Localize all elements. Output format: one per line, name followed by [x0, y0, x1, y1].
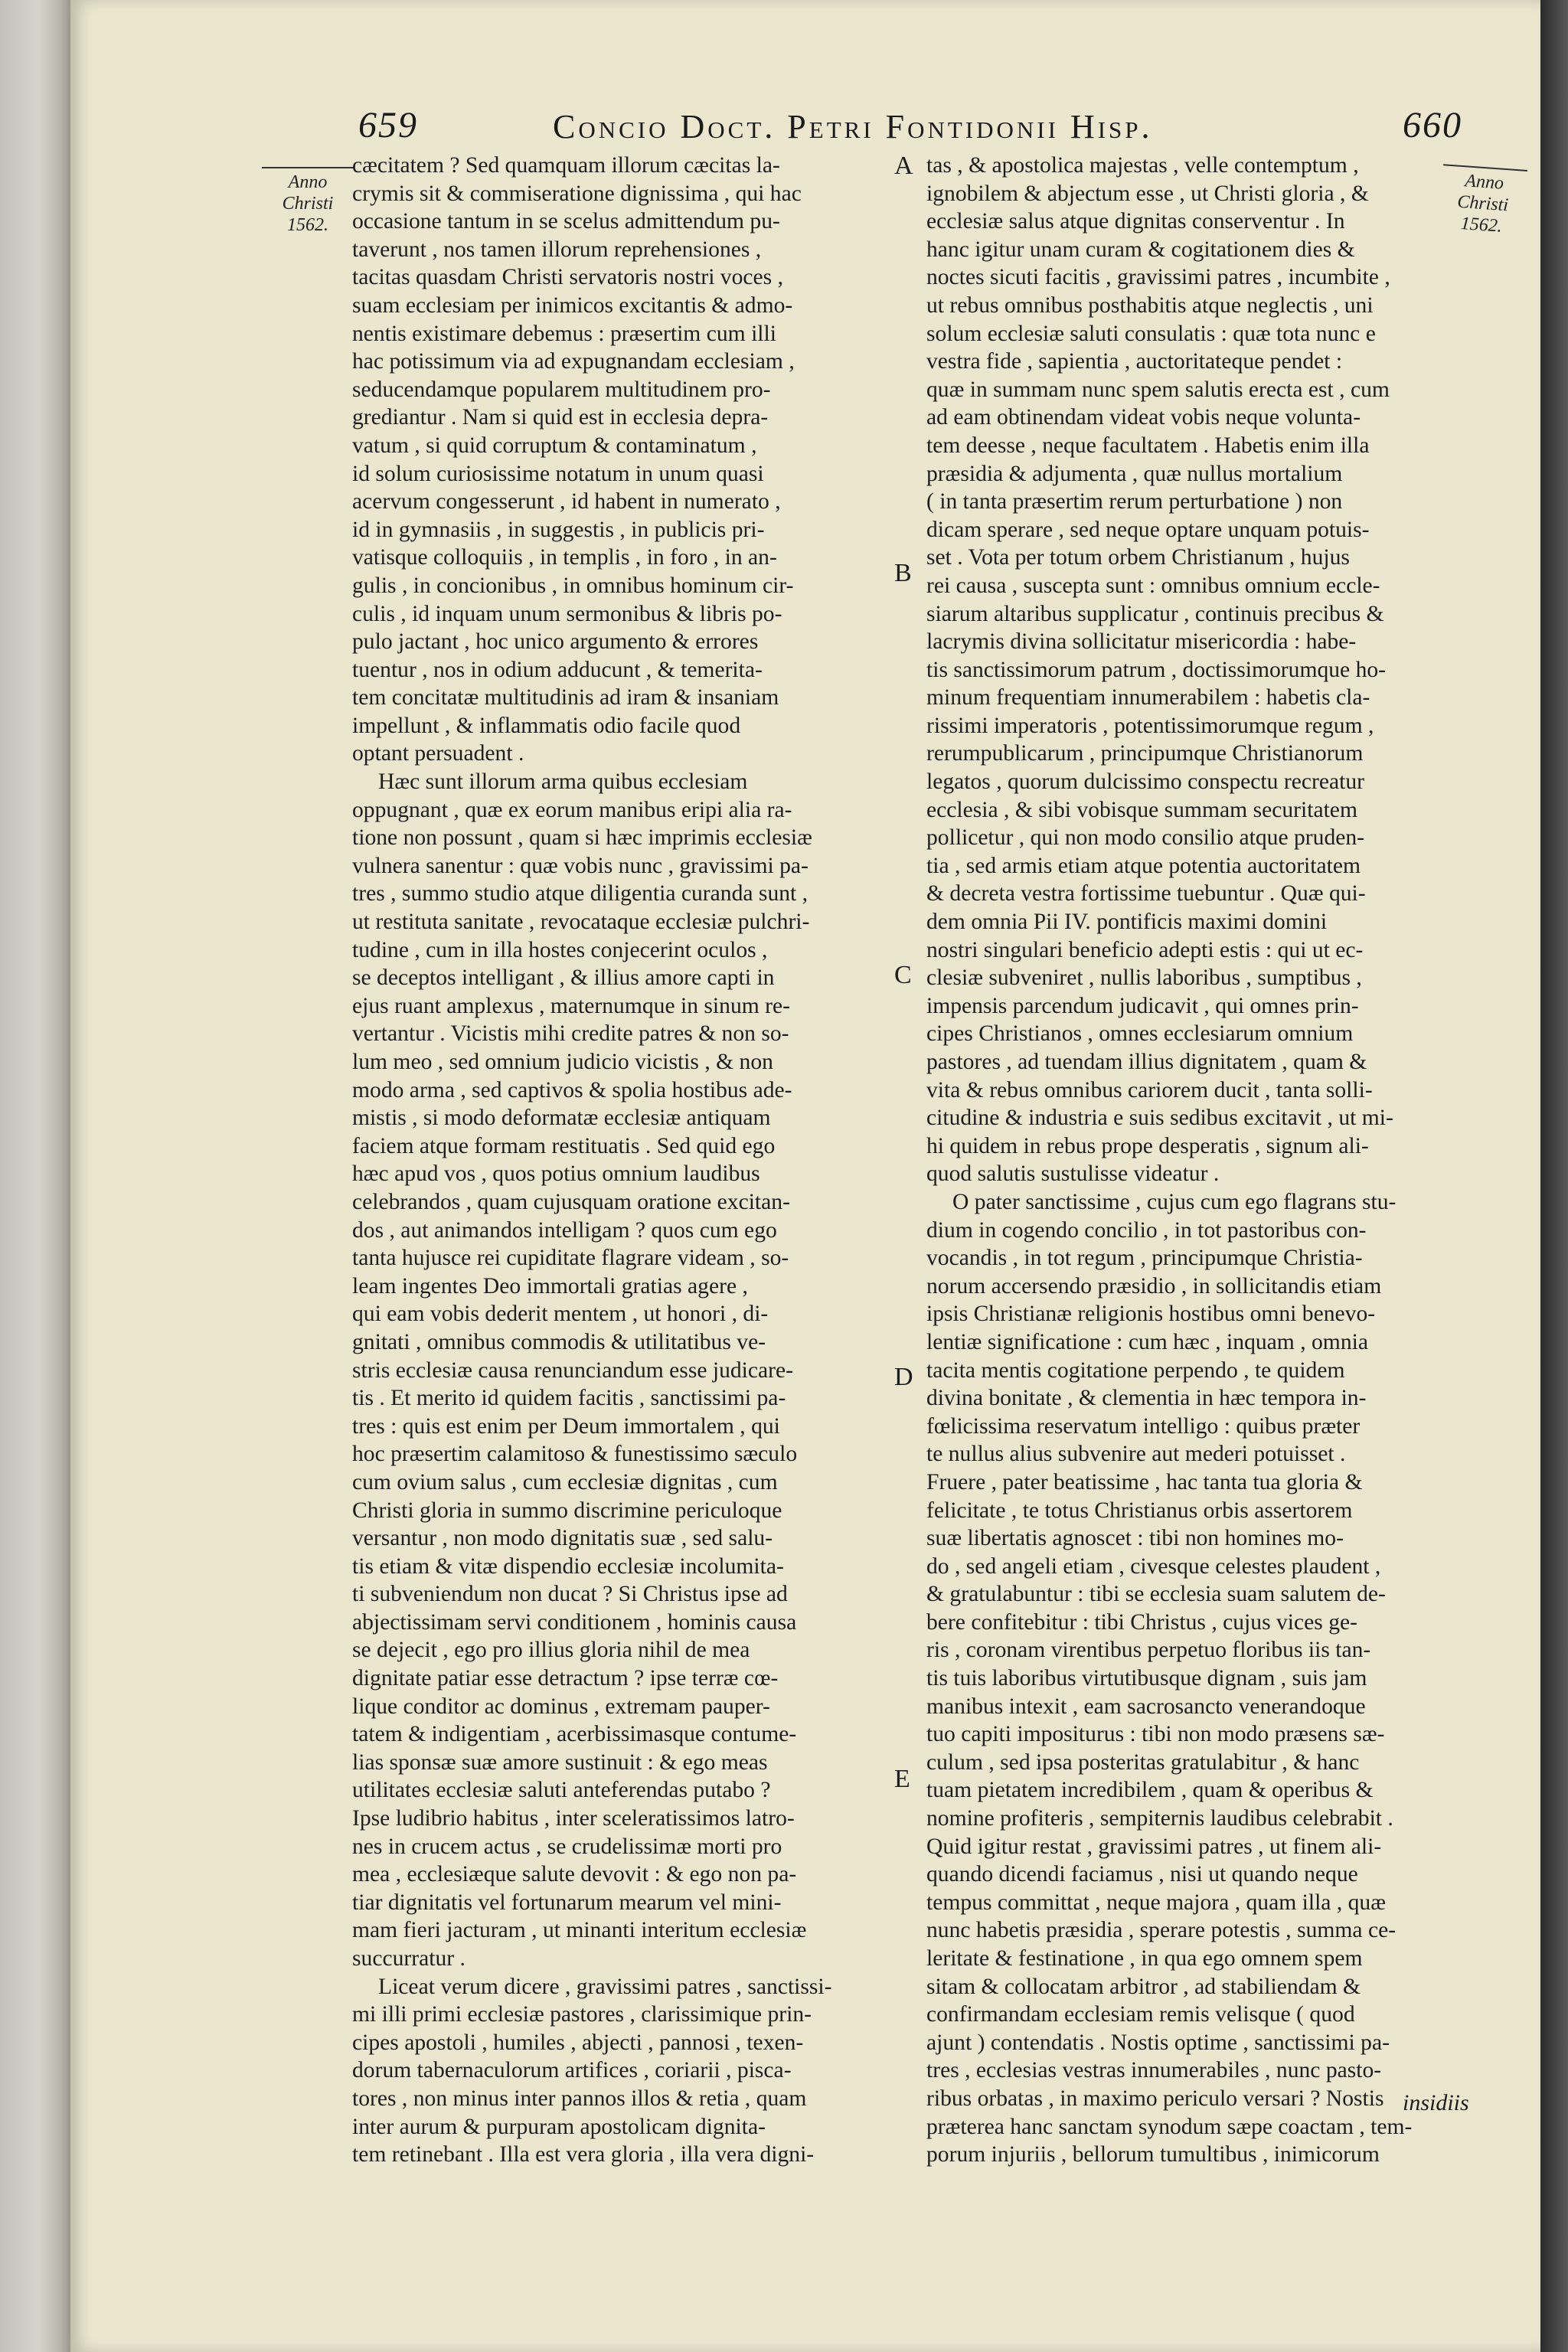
text-line: hac potissimum via ad expugnandam ecclesiam ,: [352, 349, 795, 374]
text-line: bere confitebitur : tibi Christus , cujus vices ge-: [926, 1609, 1357, 1635]
text-line: divina bonitate , & clementia in hæc tempora in-: [926, 1386, 1367, 1411]
text-line: taverunt , nos tamen illorum reprehensiones ,: [352, 237, 762, 262]
text-line: solum ecclesiæ saluti consulatis : quæ tota nunc e: [926, 321, 1376, 346]
text-line: ignobilem & abjectum esse , ut Christi gloria , &: [926, 181, 1369, 206]
text-line: id in gymnasiis , in suggestis , in publicis pri-: [352, 517, 765, 542]
text-line: ad eam obtinendam videat vobis neque volunta-: [926, 405, 1361, 430]
text-line: tia , sed armis etiam atque potentia auctoritatem: [926, 853, 1361, 878]
text-line: tas , & apostolica majestas , velle contemptum ,: [926, 153, 1359, 178]
text-line: tis . Et merito id quidem facitis , sanctissimi pa-: [352, 1386, 786, 1411]
text-line: manibus intexit , eam sacrosancto venerandoque: [926, 1694, 1366, 1719]
text-line: rerumpublicarum , principumque Christianorum: [926, 741, 1364, 766]
text-line: hæc apud vos , quos potius omnium laudibus: [352, 1161, 760, 1187]
text-line: leritate & festinatione , in qua ego omnem spem: [926, 1946, 1363, 1971]
text-line: stris ecclesiæ causa renunciandum esse judicare-: [352, 1357, 794, 1383]
text-line: dicam sperare , sed neque optare unquam potuis-: [926, 517, 1370, 542]
text-line: mi illi primi ecclesiæ pastores , clarissimique prin-: [352, 2002, 812, 2027]
text-line: tores , non minus inter pannos illos & retia , quam: [352, 2086, 807, 2111]
text-line: & gratulabuntur : tibi se ecclesia suam salutem de-: [926, 1582, 1386, 1607]
text-line: gnitati , omnibus commodis & utilitatibus ve-: [352, 1329, 766, 1354]
text-line: norum accersendo præsidio , in sollicitandis etiam: [926, 1273, 1382, 1298]
text-line: tuo capiti impositurus : tibi non modo præsens sæ-: [926, 1722, 1385, 1747]
text-line: utilitates ecclesiæ saluti anteferendas putabo ?: [352, 1778, 771, 1803]
catchword: insidiis: [1403, 2090, 1469, 2115]
section-letter-c: C: [894, 961, 912, 989]
text-line: ribus orbatas , in maximo periculo versari ? Nostis: [926, 2086, 1384, 2111]
text-line: seducendamque popularem multitudinem pro-: [352, 377, 771, 402]
text-line: pastores , ad tuendam illius dignitatem , quam &: [926, 1050, 1367, 1074]
text-line: vestra fide , sapientia , auctoritateque pendet :: [926, 349, 1343, 374]
text-line: impellunt , & inflammatis odio facile quod: [352, 713, 741, 738]
text-line: impensis parcendum judicavit , qui omnes prin-: [926, 993, 1359, 1018]
text-line: quæ in summam nunc spem salutis erecta est , cum: [926, 377, 1390, 402]
text-line: vita & rebus omnibus cariorem ducit , tanta solli-: [926, 1077, 1373, 1102]
text-line: abjectissimam servi conditionem , hominis causa: [352, 1609, 797, 1635]
text-line: tacita mentis cogitatione perpendo , te quidem: [926, 1357, 1345, 1383]
text-line: præsidia & adjumenta , quæ nullus mortalium: [926, 461, 1343, 486]
text-line: siarum altaribus supplicatur , continuis precibus &: [926, 601, 1384, 626]
text-line: modo arma , sed captivos & spolia hostibus ade-: [352, 1077, 792, 1102]
text-line: cipes Christianos , omnes ecclesiarum omnium: [926, 1021, 1354, 1047]
text-line: tres : quis est enim per Deum immortalem , qui: [352, 1413, 780, 1439]
text-line: se dejecit , ego pro illius gloria nihil de mea: [352, 1638, 750, 1663]
text-line: dium in cogendo concilio , in tot pastoribus con-: [926, 1217, 1367, 1243]
text-line: porum injuriis , bellorum tumultibus , inimicorum: [926, 2142, 1380, 2167]
text-line: quod salutis sustulisse videatur .: [926, 1161, 1220, 1187]
text-line: felicitate , te totus Christianus orbis assertorem: [926, 1498, 1353, 1523]
text-line: tuentur , nos in odium adducunt , & temerita-: [352, 657, 763, 682]
text-line: ris , coronam virentibus perpetuo floribus iis tan-: [926, 1638, 1371, 1663]
page-number-left: 659: [358, 105, 418, 145]
text-line: O pater sanctissime , cujus cum ego flagrans stu-: [952, 1189, 1396, 1214]
text-line: dignitate patiar esse detractum ? ipse terræ cœ-: [352, 1666, 779, 1691]
margin-note-right: Anno Christi 1562.: [1439, 164, 1527, 238]
text-line: qui eam vobis dederit mentem , ut honori , di-: [352, 1302, 769, 1327]
text-line: hi quidem in rebus prope desperatis , signum ali-: [926, 1133, 1369, 1158]
text-line: lum meo , sed omnium judicio vicistis , & non: [352, 1050, 773, 1074]
text-line: cæcitatem ? Sed quamquam illorum cæcitas la-: [352, 153, 780, 178]
text-line: ejus ruant amplexus , maternumque in sinum re-: [352, 993, 791, 1018]
text-line: tudine , cum in illa hostes conjecerint oculos ,: [352, 937, 768, 962]
text-line: mam fieri jacturam , ut minanti interitum ecclesiæ: [352, 1918, 807, 1943]
text-line: confirmandam ecclesiam remis velisque ( quod: [926, 2002, 1355, 2027]
text-line: lias sponsæ suæ amore sustinuit : & ego meas: [352, 1749, 768, 1775]
section-letter-a: A: [894, 152, 913, 180]
text-line: cipes apostoli , humiles , abjecti , pannosi , texen-: [352, 2030, 804, 2055]
text-line: hanc igitur unam curam & cogitationem dies &: [926, 237, 1355, 262]
text-line: tacitas quasdam Christi servatoris nostri voces ,: [352, 265, 783, 290]
text-line: sitam & collocatam arbitror , ad stabiliendam &: [926, 1974, 1361, 1999]
text-line: mea , ecclesiæque salute devovit : & ego non pa-: [352, 1862, 797, 1887]
text-line: dem omnia Pii IV. pontificis maximi domini: [926, 910, 1328, 935]
text-line: ut restituta sanitate , revocataque ecclesiæ pulchri-: [352, 910, 810, 935]
text-line: acervum congesserunt , id habent in numerato ,: [352, 489, 781, 514]
text-line: tis etiam & vitæ dispendio ecclesiæ incolumita-: [352, 1553, 784, 1579]
text-line: mistis , si modo deformatæ ecclesiæ antiquam: [352, 1106, 771, 1131]
text-line: inter aurum & purpuram apostolicam dignita-: [352, 2114, 766, 2139]
text-line: tatem & indigentiam , acerbissimasque contume-: [352, 1722, 797, 1747]
text-line: noctes sicuti facitis , gravissimi patres , incumbite ,: [926, 265, 1390, 290]
text-line: tres , summo studio atque diligentia curanda sunt ,: [352, 881, 808, 906]
text-line: nomine profiteris , sempiternis laudibus celebrabit .: [926, 1806, 1393, 1831]
text-line: te nullus alius subvenire aut mederi potuisset .: [926, 1442, 1346, 1467]
right-background-edge: [1540, 0, 1568, 2352]
text-line: leam ingentes Deo immortali gratias agere ,: [352, 1273, 748, 1298]
running-title: Concio Doct. Petri Fontidonii Hisp.: [553, 108, 1153, 145]
text-line: culis , id inquam unum sermonibus & libris po-: [352, 601, 782, 626]
page-header: [70, 92, 1540, 153]
text-line: nostri singulari beneficio adepti estis : qui ut ec-: [926, 937, 1364, 962]
text-line: fœlicissima reservatum intelligo : quibus præter: [926, 1413, 1361, 1439]
text-line: set . Vota per totum orbem Christianum , hujus: [926, 545, 1350, 570]
text-line: tanta hujusce rei cupiditate flagrare videam , so-: [352, 1246, 789, 1271]
text-line: vatum , si quid corruptum & contaminatum ,: [352, 433, 757, 458]
text-line: lentiæ significatione : cum hæc , inquam , omnia: [926, 1329, 1368, 1354]
text-line: suam ecclesiam per inimicos excitantis & admo-: [352, 292, 793, 318]
text-line: do , sed angeli etiam , civesque celestes plaudent ,: [926, 1553, 1381, 1579]
text-line: tione non possunt , quam si hæc imprimis ecclesiæ: [352, 825, 812, 851]
text-line: ti subveniendum non ducat ? Si Christus ipse ad: [352, 1582, 788, 1607]
section-letter-e: E: [894, 1765, 910, 1793]
text-line: crymis sit & commiseratione dignissima , qui hac: [352, 181, 802, 206]
text-line: pulo jactant , hoc unico argumento & errores: [352, 629, 759, 655]
text-line: tis sanctissimorum patrum , doctissimorumque ho-: [926, 657, 1387, 682]
text-line: tuam pietatem incredibilem , quam & operibus &: [926, 1778, 1374, 1803]
text-line: Christi gloria in summo discrimine periculoque: [352, 1498, 782, 1523]
text-line: ( in tanta præsertim rerum perturbatione ) non: [926, 489, 1343, 514]
text-line: optant persuadent .: [352, 741, 524, 766]
text-line: quando dicendi faciamus , nisi ut quando neque: [926, 1862, 1358, 1887]
text-line: minum frequentiam innumerabilem : habetis cla-: [926, 685, 1370, 710]
text-line: suæ libertatis agnoscet : tibi non homines mo-: [926, 1526, 1344, 1551]
text-line: celebrandos , quam cujusquam oratione excitan-: [352, 1189, 790, 1214]
text-line: id solum curiosissime notatum in unum quasi: [352, 461, 764, 486]
text-line: tiar dignitatis vel fortunarum mearum vel mini-: [352, 1890, 782, 1915]
text-line: ecclesia , & sibi vobisque summam securitatem: [926, 797, 1357, 822]
text-line: gulis , in concionibus , in omnibus hominum cir-: [352, 573, 794, 598]
text-line: rissimi imperatoris , potentissimorumque regum ,: [926, 713, 1374, 738]
text-line: vatisque colloquiis , in templis , in foro , in an-: [352, 545, 777, 570]
text-line: succurratur .: [352, 1946, 466, 1971]
text-line: faciem atque formam restituatis . Sed quid ego: [352, 1133, 776, 1158]
text-line: ajunt ) contendatis . Nostis optime , sanctissimi pa-: [926, 2030, 1390, 2055]
left-column: [352, 152, 957, 2169]
text-line: ipsis Christianæ religionis hostibus omni benevo-: [926, 1302, 1376, 1327]
text-line: præterea hanc sanctam synodum sæpe coactam , tem-: [926, 2114, 1413, 2139]
page-number-right: 660: [1403, 105, 1462, 145]
book-page: [70, 0, 1540, 2352]
text-line: dorum tabernaculorum artifices , coriarii , pisca-: [352, 2058, 792, 2083]
text-line: Liceat verum dicere , gravissimi patres , sanctissi-: [378, 1974, 832, 1999]
text-line: rei causa , suscepta sunt : omnibus omnium eccle-: [926, 573, 1380, 598]
text-line: vocandis , in tot regum , principumque Christia-: [926, 1246, 1363, 1271]
text-line: vertantur . Vicistis mihi credite patres & non so-: [352, 1021, 789, 1047]
book-page-stack: [0, 0, 70, 2352]
text-line: clesiæ subveniret , nullis laboribus , sumptibus ,: [926, 965, 1362, 991]
text-line: versantur , non modo dignitatis suæ , sed salu-: [352, 1526, 773, 1551]
text-line: nentis existimare debemus : præsertim cum illi: [352, 321, 776, 346]
text-line: culum , sed ipsa posteritas gratulabitur , & hanc: [926, 1749, 1360, 1775]
text-line: pollicetur , qui non modo consilio atque pruden-: [926, 825, 1365, 851]
right-column: [926, 152, 1548, 2169]
text-line: occasione tantum in se scelus admittendum pu-: [352, 209, 780, 234]
text-line: nes in crucem actus , se crudelissimæ morti pro: [352, 1834, 782, 1859]
text-line: grediantur . Nam si quid est in ecclesia depra-: [352, 405, 769, 430]
text-line: tis tuis laboribus virtutibusque dignam , suis jam: [926, 1666, 1367, 1691]
text-line: tres , ecclesias vestras innumerabiles , nunc pasto-: [926, 2058, 1382, 2083]
text-line: nunc habetis præsidia , sperare potestis , summa ce-: [926, 1918, 1396, 1943]
text-line: lique conditor ac dominus , extremam pauper-: [352, 1694, 770, 1719]
text-line: tem retinebant . Illa est vera gloria , illa vera digni-: [352, 2142, 815, 2167]
text-line: lacrymis divina sollicitatur misericordia : habe-: [926, 629, 1357, 655]
section-letter-b: B: [894, 559, 912, 587]
text-line: oppugnant , quæ ex eorum manibus eripi alia ra-: [352, 797, 792, 822]
text-line: Quid igitur restat , gravissimi patres , ut finem ali-: [926, 1834, 1382, 1859]
margin-note-left: Anno Christi 1562.: [262, 167, 354, 236]
text-line: citudine & industria e suis sedibus excitavit , ut mi-: [926, 1106, 1393, 1131]
text-line: hoc præsertim calamitoso & funestissimo sæculo: [352, 1442, 798, 1467]
text-line: tem deesse , neque facultatem . Habetis enim illa: [926, 433, 1370, 458]
text-line: Fruere , pater beatissime , hac tanta tua gloria &: [926, 1469, 1363, 1494]
text-line: Ipse ludibrio habitus , inter sceleratissimos latro-: [352, 1806, 795, 1831]
text-line: Hæc sunt illorum arma quibus ecclesiam: [378, 769, 748, 795]
text-line: se deceptos intelligant , & illius amore capti in: [352, 965, 775, 991]
text-line: vulnera sanentur : quæ vobis nunc , gravissimi pa-: [352, 853, 808, 878]
text-line: tem concitatæ multitudinis ad iram & insaniam: [352, 685, 779, 710]
section-letter-d: D: [894, 1363, 913, 1391]
text-line: dos , aut animandos intelligam ? quos cum ego: [352, 1217, 777, 1243]
text-line: legatos , quorum dulcissimo conspectu recreatur: [926, 769, 1364, 795]
text-line: ut rebus omnibus posthabitis atque neglectis , uni: [926, 292, 1374, 318]
text-line: cum ovium salus , cum ecclesiæ dignitas , cum: [352, 1469, 778, 1494]
text-line: ecclesiæ salus atque dignitas conserventur . In: [926, 209, 1345, 234]
text-line: & decreta vestra fortissime tuebuntur . Quæ qui-: [926, 881, 1366, 906]
text-line: tempus committat , neque majora , quam illa , quæ: [926, 1890, 1386, 1915]
